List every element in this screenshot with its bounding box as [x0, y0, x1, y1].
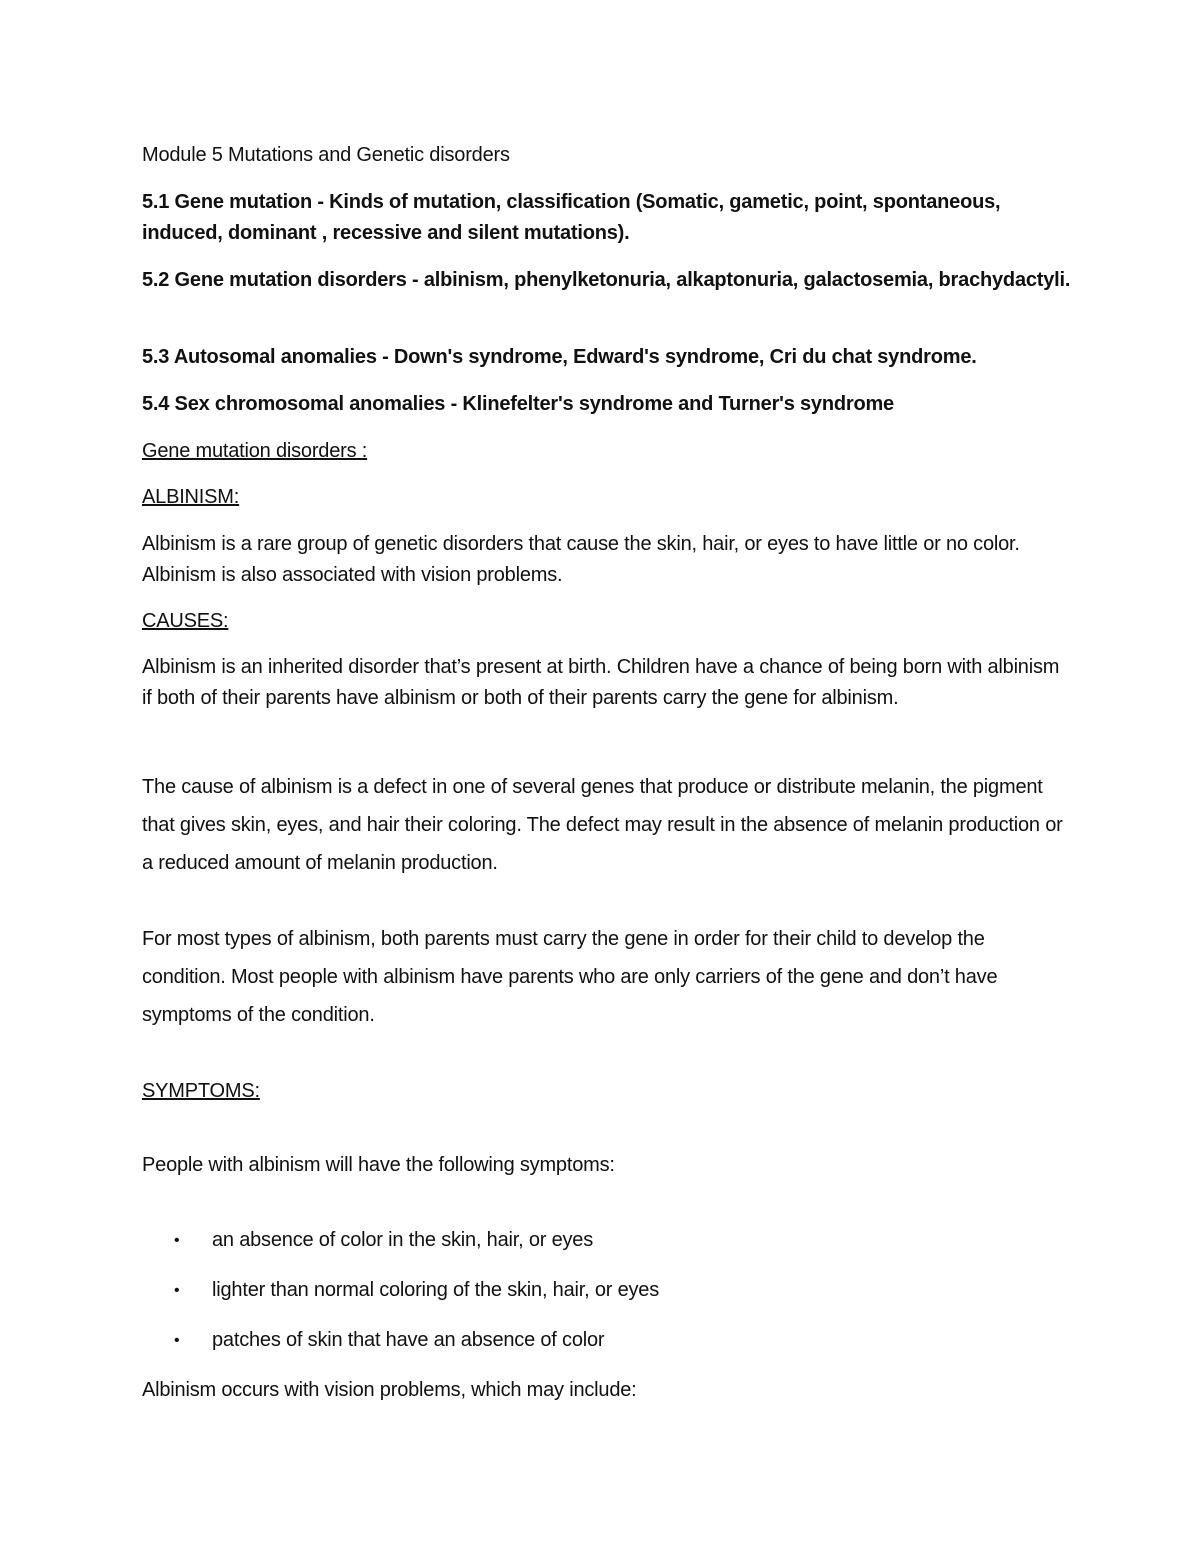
topic-5-2: 5.2 Gene mutation disorders - albinism, phenylketonuria, alkaptonuria, galactosemia, brachydactyli. — [142, 269, 1071, 291]
topic-5-1: 5.1 Gene mutation - Kinds of mutation, classification (Somatic, gametic, point, spontaneous, induced, dominant , recessive and silent mutations). — [142, 191, 1001, 244]
section-heading: Gene mutation disorders : — [142, 440, 368, 462]
list-item-text: patches of skin that have an absence of color — [212, 1329, 605, 1351]
list-item — [142, 1325, 1042, 1356]
list-item — [142, 1225, 1042, 1256]
symptoms-heading: SYMPTOMS: — [142, 1080, 260, 1102]
bullet-icon: • — [174, 1232, 180, 1249]
causes-paragraph-3: For most types of albinism, both parents must carry the gene in order for their child to develop the condition. Most people with albinism have parents who are only carriers of the gene and don’t have symptoms of the condition. — [142, 928, 998, 1026]
albinism-intro: Albinism is a rare group of genetic disorders that cause the skin, hair, or eyes to have little or no color. Albinism is also associated with vision problems. — [142, 533, 1020, 586]
topic-5-3: 5.3 Autosomal anomalies - Down's syndrome, Edward's syndrome, Cri du chat syndrome. — [142, 346, 977, 368]
bullet-icon: • — [174, 1332, 180, 1349]
list-item-text: an absence of color in the skin, hair, or eyes — [212, 1229, 594, 1251]
causes-heading: CAUSES: — [142, 610, 229, 632]
symptoms-intro: People with albinism will have the following symptoms: — [142, 1154, 615, 1176]
list-item-text: lighter than normal coloring of the skin, hair, or eyes — [212, 1279, 660, 1301]
list-item — [142, 1275, 1042, 1306]
topic-5-4: 5.4 Sex chromosomal anomalies - Klinefelter's syndrome and Turner's syndrome — [142, 393, 894, 415]
causes-paragraph-2: The cause of albinism is a defect in one of several genes that produce or distribute melanin, the pigment that gives skin, eyes, and hair their coloring. The defect may result in the absence of melanin production or a reduced amount of melanin production. — [142, 776, 1063, 874]
vision-intro: Albinism occurs with vision problems, which may include: — [142, 1379, 637, 1401]
causes-paragraph-1: Albinism is an inherited disorder that’s present at birth. Children have a chance of being born with albinism if both of their parents have albinism or both of their parents carry the gene for albinism. — [142, 656, 1060, 709]
bullet-icon: • — [174, 1282, 180, 1299]
albinism-heading: ALBINISM: — [142, 486, 240, 508]
module-title: Module 5 Mutations and Genetic disorders — [142, 144, 510, 166]
